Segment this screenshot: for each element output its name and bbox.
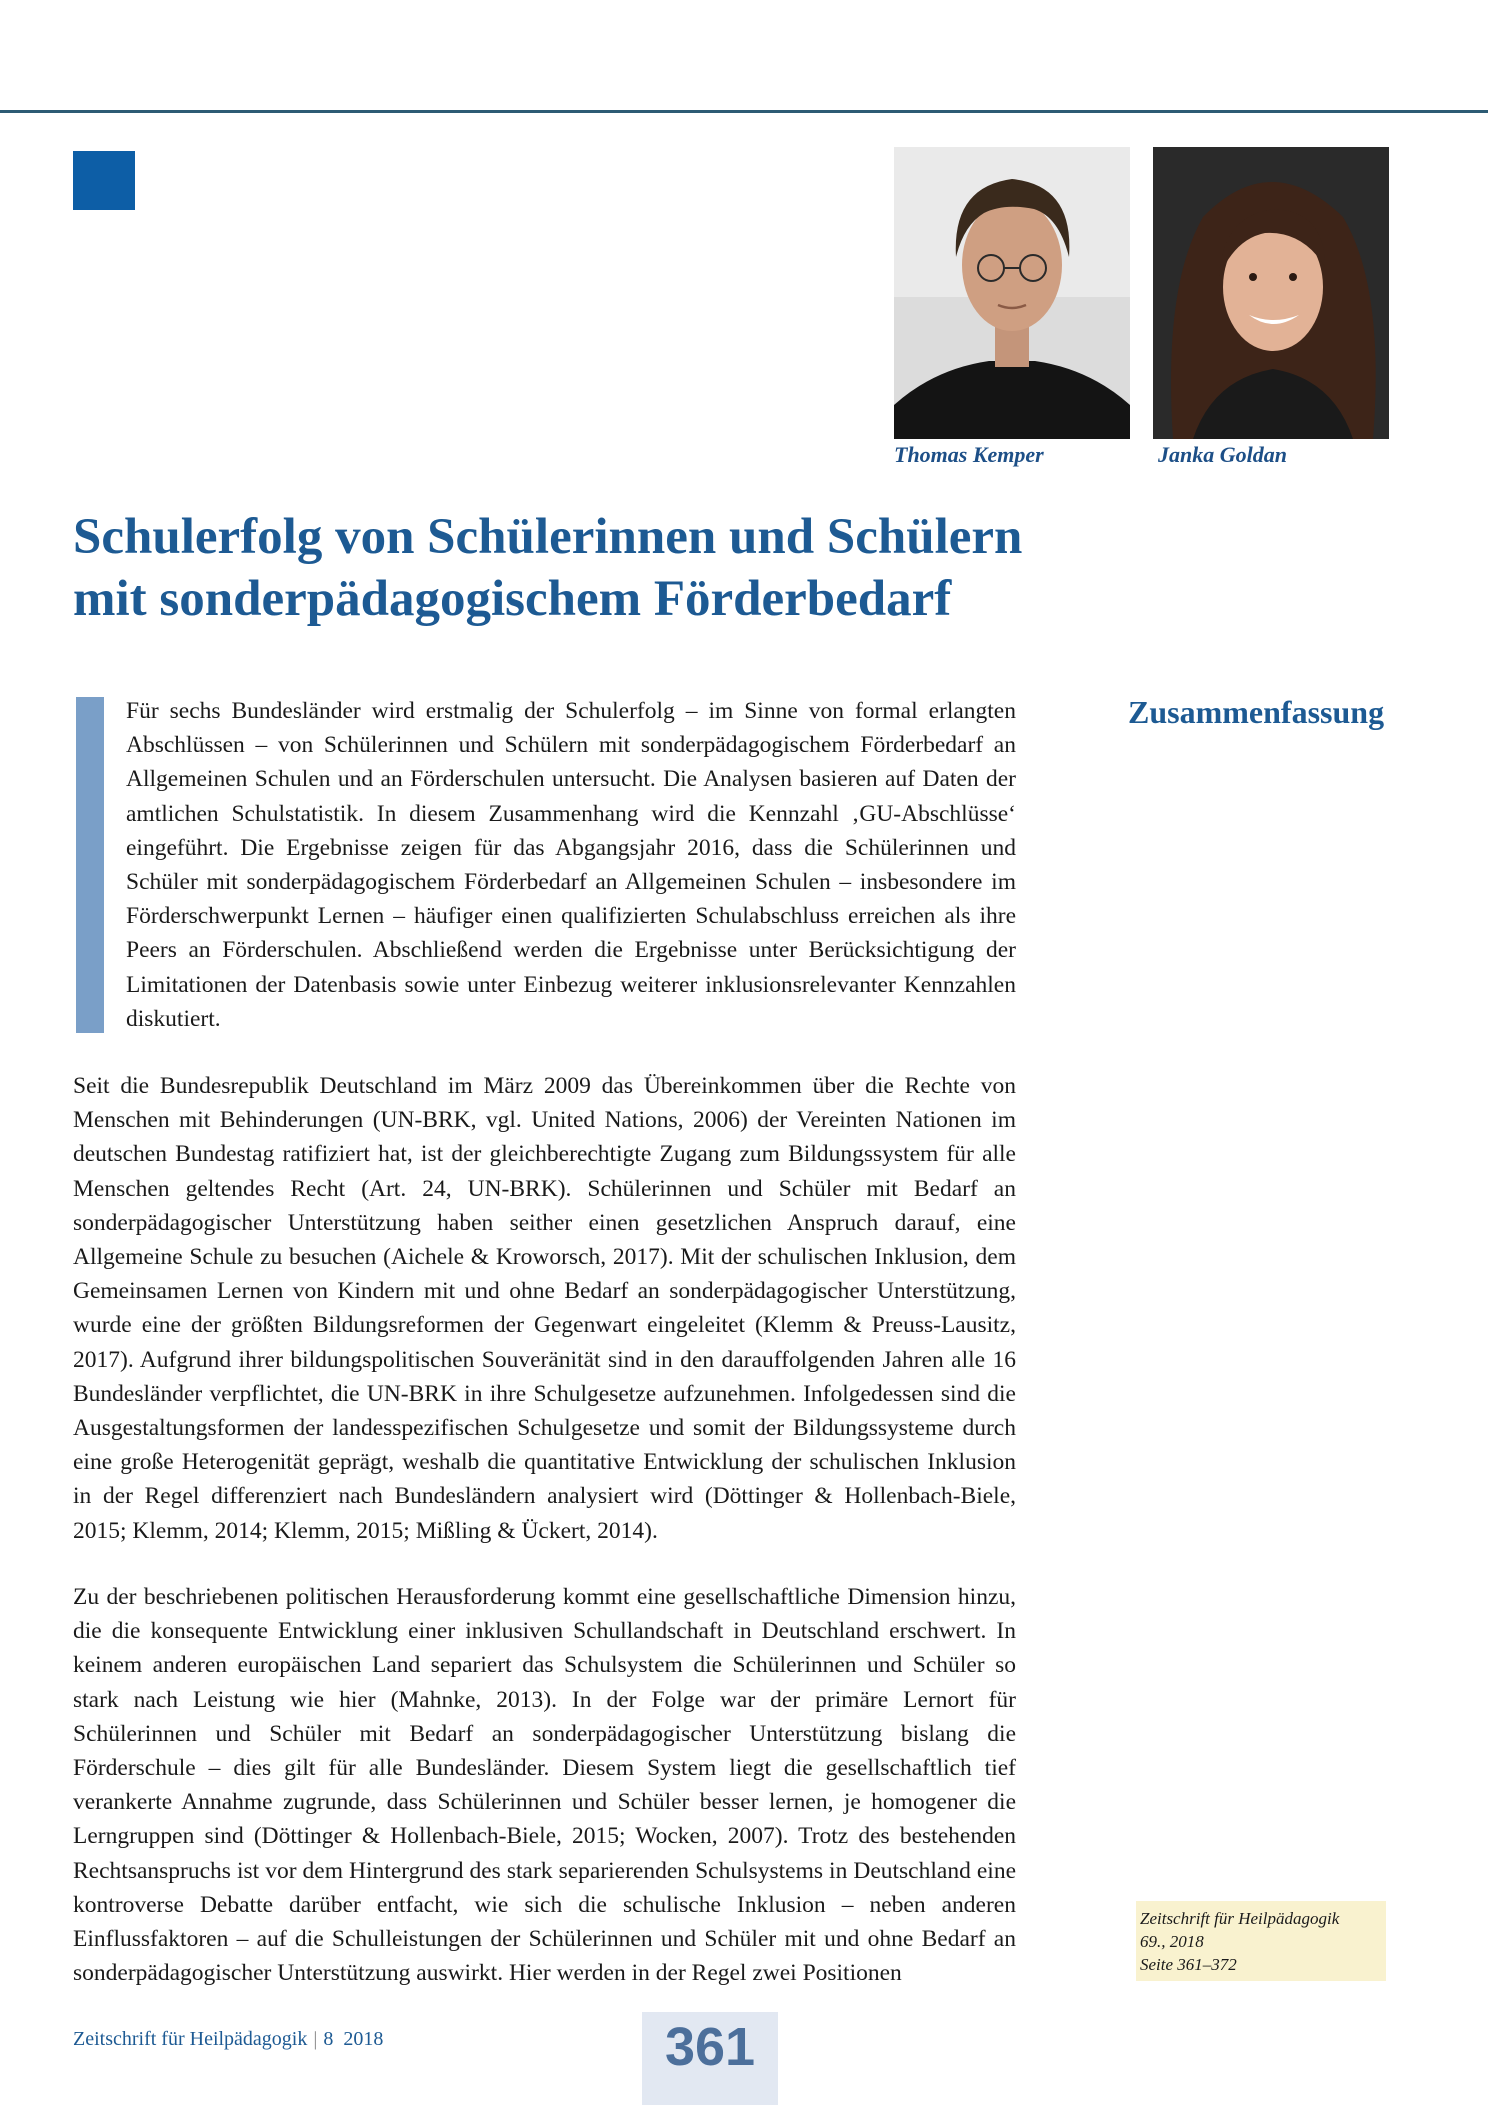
section-marker-square — [73, 151, 135, 210]
article-title — [73, 506, 1073, 630]
citation-pages: Seite 361–372 — [1140, 1955, 1237, 1974]
article-title-line-2: mit sonderpädagogischem Förderbedarf — [73, 571, 952, 627]
author-name-goldan: Janka Goldan — [1158, 442, 1287, 467]
footer-issue: 8 — [323, 2028, 334, 2050]
citation-journal: Zeitschrift für Heilpädagogik — [1140, 1909, 1340, 1928]
citation-volume: 69., 2018 — [1140, 1932, 1204, 1951]
header-rule — [0, 110, 1488, 113]
abstract-text: Für sechs Bundesländer wird erstmalig der Schulerfolg – im Sinne von formal erlangten Abschlüssen – von Schülerinnen und Schülern mit sonderpädagogischem Förderbedarf an Allgemeinen Schulen und an Förderschulen untersucht. Die Analysen basieren auf Daten der amtlichen Schulstatistik. In diesem Zusammenhang wird die Kennzahl ‚GU-Abschlüsse‘ eingeführt. Die Ergebnisse zeigen für das Abgangsjahr 2016, dass die Schülerinnen und Schüler mit sonderpädagogischem Förderbedarf an Allgemeinen Schulen – insbesondere im Förderschwerpunkt Lernen – häufiger einen qualifizierten Schulabschluss erreichen als ihre Peers an Förderschulen. Abschließend werden die Ergebnisse unter Berücksichtigung der Limitationen der Datenbasis sowie unter Einbezug weiterer inklusionsrelevanter Kennzahlen diskutiert. — [126, 698, 1016, 1032]
footer-journal-name: Zeitschrift für Heilpädagogik — [73, 2028, 308, 2050]
page-number: 361 — [664, 2017, 756, 2077]
abstract-accent-bar — [76, 697, 104, 1033]
body-paragraph-1: Seit die Bundesrepublik Deutschland im März 2009 das Übereinkommen über die Rechte von Menschen mit Behinderungen (UN-BRK, vgl. United Nations, 2006) der Vereinten Nationen im deutschen Bundestag ratifiziert hat, ist der gleichberechtigte Zugang zum Bildungssystem für alle Menschen geltendes Recht (Art. 24, UN-BRK). Schülerinnen und Schüler mit Bedarf an sonderpädagogischer Unterstützung haben seither einen gesetzlichen Anspruch darauf, eine Allgemeine Schule zu besuchen (Aichele & Kroworsch, 2017). Mit der schulischen Inklusion, dem Gemeinsamen Lernen von Kindern mit und ohne Bedarf an sonderpädagogischer Unterstützung, wurde eine der größten Bildungsreformen der Gegenwart eingeleitet (Klemm & Preuss-Lausitz, 2017). Aufgrund ihrer bildungspolitischen Souveränität sind in den darauffolgenden Jahren alle 16 Bundesländer verpflichtet, die UN-BRK in ihre Schulgesetze aufzunehmen. Infolgedessen sind die Ausgestaltungsformen der landesspezifischen Schulgesetze und somit der Bildungssysteme durch eine große Heterogenität geprägt, weshalb die quantitative Entwicklung der schulischen Inklusion in der Regel differenziert nach Bundesländern analysiert wird (Döttinger & Hollenbach-Biele, 2015; Klemm, 2014; Klemm, 2015; Mißling & Ückert, 2014). — [73, 1073, 1016, 1544]
footer-separator: | — [313, 2028, 318, 2050]
citation-box — [1136, 1901, 1386, 1981]
body-paragraph-2: Zu der beschriebenen politischen Herausforderung kommt eine gesellschaftliche Dimension hinzu, die die konsequente Entwicklung einer inklusiven Schullandschaft in Deutschland erschwert. In keinem anderen europäischen Land separiert das Schulsystem die Schülerinnen und Schüler so stark nach Leistung wie hier (Mahnke, 2013). In der Folge war der primäre Lernort für Schülerinnen und Schüler mit Bedarf an sonderpädagogischer Unterstützung bislang die Förderschule – dies gilt für alle Bundesländer. Diesem System liegt die gesellschaftlich tief verankerte Annahme zugrunde, dass Schülerinnen und Schüler besser lernen, je homogener die Lerngruppen sind (Döttinger & Hollenbach-Biele, 2015; Wocken, 2007). Trotz des bestehenden Rechtsanspruchs ist vor dem Hintergrund des stark separierenden Schulsystems in Deutschland eine kontroverse Debatte darüber entfacht, wie sich die schulische Inklusion – neben anderen Einflussfaktoren – auf die Schulleistungen der Schülerinnen und Schüler mit und ohne Bedarf an sonderpädagogischer Unterstützung auswirkt. Hier werden in der Regel zwei Positionen — [73, 1584, 1016, 1987]
author-photo-kemper — [894, 147, 1130, 439]
author-name-kemper: Thomas Kemper — [894, 442, 1044, 467]
footer-year: 2018 — [343, 2028, 384, 2050]
page-number-box — [642, 2012, 778, 2105]
footer-journal — [73, 2028, 383, 2051]
author-photo-goldan — [1153, 147, 1389, 439]
article-title-line-1: Schulerfolg von Schülerinnen und Schülern — [73, 509, 1023, 565]
abstract-label: Zusammenfassung — [1128, 694, 1385, 730]
